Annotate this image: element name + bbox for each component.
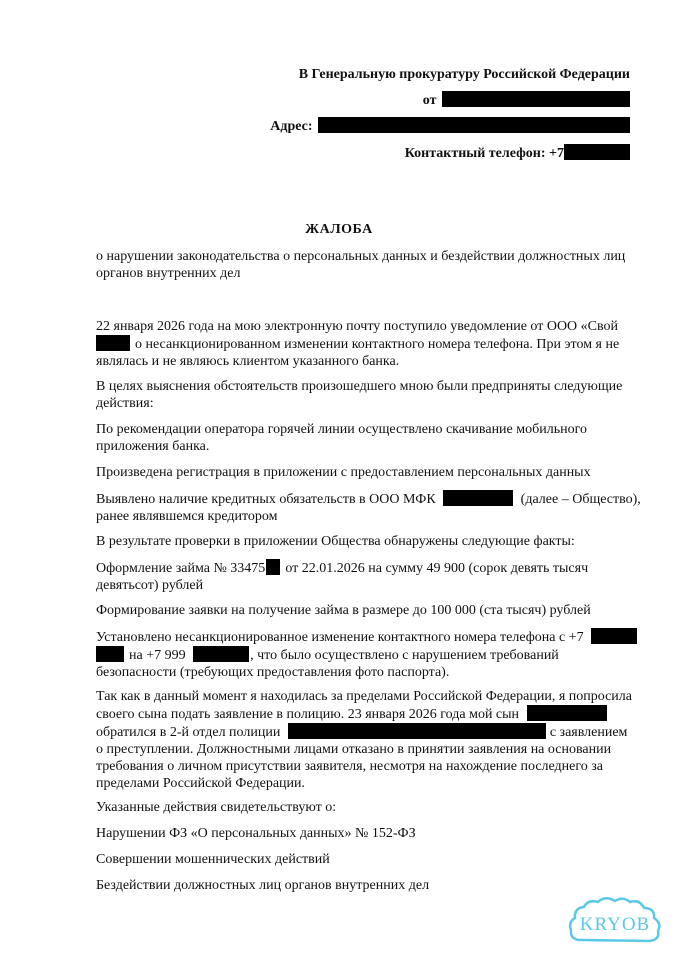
paragraph-loan: Оформление займа № 33475 от 22.01.2026 на сумму 49 900 (сорок девять тысяч девятьсот) рублей <box>96 561 589 593</box>
paragraph-actions-intro: В целях выяснения обстоятельств произошедшего мною были предприняты следующие действия: <box>96 379 623 411</box>
paragraph-phone-change: Установлено несанкционированное изменение контактного номера телефона с +7 на +7 999 , что было осуществлено с нарушением требований безопасности (требующих предоставления фото паспорта). <box>96 628 616 681</box>
redacted-police-unit <box>288 723 546 739</box>
redacted-old-phone <box>591 628 637 644</box>
address-line <box>270 117 630 135</box>
list-item-fraud: Совершении мошеннических действий <box>96 852 330 867</box>
document-subtitle: о нарушении законодательства о персональных данных и бездействии должностных лиц органов внутренних дел <box>96 249 626 281</box>
redacted-loan-number <box>266 559 280 575</box>
redacted-name <box>442 91 630 107</box>
paragraph-registration: Произведена регистрация в приложении с предоставлением персональных данных <box>96 465 591 480</box>
paragraph-check-results: В результате проверки в приложении Общества обнаружены следующие факты: <box>96 534 575 549</box>
phone-label: Контактный телефон: +7 <box>404 146 564 161</box>
redacted-old-phone-cont <box>96 646 124 662</box>
paragraph-credit-obligations: Выявлено наличие кредитных обязательств в ООО МФК (далее – Общество), ранее являвшемся кредитором <box>96 492 641 524</box>
paragraph-conclusion-intro: Указанные действия свидетельствуют о: <box>96 800 337 815</box>
from-line <box>423 91 630 109</box>
paragraph-notification: 22 января 2026 года на мою электронную почту поступило уведомление от ООО «Свой о несанкционированном изменении контактного номера телефона. При этом я не являлась и не являюсь клиентом указанного банка. <box>96 319 620 369</box>
document-title: ЖАЛОБА <box>305 222 373 237</box>
kryob-watermark-logo <box>567 896 663 948</box>
paragraph-police: Так как в данный момент я находилась за пределами Российской Федерации, я попросила своего сына подать заявление в полицию. 23 января 2026 года мой сын обратился в 2-й отдел полиции с заявлением о преступлении. Должностными лицами отказано в принятии заявления на основании требования о личном присутствии заявителя, несмотря на нахождение последнего за пределами Российской Федерации. <box>96 689 632 791</box>
address-label: Адрес: <box>270 119 313 134</box>
list-item-personal-data-law: Нарушении ФЗ «О персональных данных» № 152-ФЗ <box>96 826 416 841</box>
phone-line <box>405 144 630 162</box>
paragraph-app-download: По рекомендации оператора горячей линии осуществлено скачивание мобильного приложения банка. <box>96 422 587 454</box>
from-label: от <box>422 93 437 108</box>
watermark-text: KRYOB <box>579 914 651 935</box>
addressee-line: В Генеральную прокуратуру Российской Федерации <box>298 67 630 82</box>
redacted-son-name <box>527 705 607 721</box>
redacted-phone <box>564 144 630 160</box>
redacted-mfk-name <box>443 490 513 506</box>
redacted-address <box>318 117 630 133</box>
redacted-bank-name <box>96 335 130 351</box>
list-item-inaction: Бездействии должностных лиц органов внутренних дел <box>96 878 430 893</box>
redacted-new-phone <box>193 646 249 662</box>
paragraph-loan-request: Формирование заявки на получение займа в размере до 100 000 (ста тысяч) рублей <box>96 603 591 618</box>
